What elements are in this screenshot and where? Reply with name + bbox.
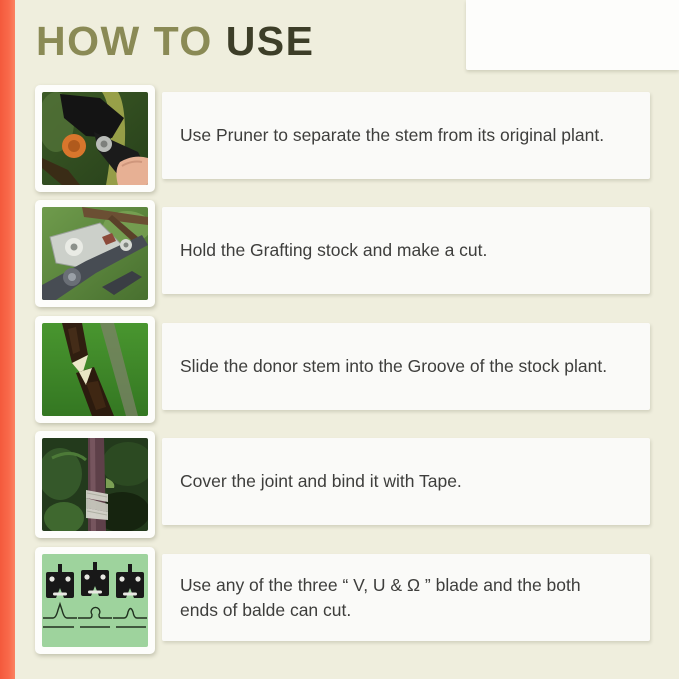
three-blade-types-illustration bbox=[42, 554, 148, 647]
step-2-photo-frame bbox=[35, 200, 155, 307]
step-5-text: Use any of the three “ V, U & Ω ” blade and the both ends of balde can cut. bbox=[180, 575, 581, 620]
step-2-text: Hold the Grafting stock and make a cut. bbox=[180, 240, 488, 261]
step-4-photo-frame bbox=[35, 431, 155, 538]
step-4-text: Cover the joint and bind it with Tape. bbox=[180, 471, 462, 492]
step-3-text: Slide the donor stem into the Groove of the stock plant. bbox=[180, 356, 608, 377]
joint-bound-with-tape-photo bbox=[42, 438, 148, 531]
step-5-card bbox=[162, 554, 650, 641]
step-1-photo-frame bbox=[35, 85, 155, 192]
step-2-card bbox=[162, 207, 650, 294]
step-row-3 bbox=[0, 316, 679, 423]
step-1-text: Use Pruner to separate the stem from its original plant. bbox=[180, 125, 605, 146]
step-3-card bbox=[162, 323, 650, 410]
grafting-stock-cut-photo bbox=[42, 207, 148, 300]
step-row-2 bbox=[0, 200, 679, 307]
step-1-card bbox=[162, 92, 650, 179]
step-row-5 bbox=[0, 547, 679, 654]
step-4-card bbox=[162, 438, 650, 525]
page-title-rest: USE bbox=[225, 18, 315, 64]
page-title-highlight: HOW TO bbox=[36, 18, 213, 64]
pruner-separating-stem-photo bbox=[42, 92, 148, 185]
top-right-white-panel bbox=[466, 0, 679, 70]
step-row-4 bbox=[0, 431, 679, 538]
donor-stem-groove-photo bbox=[42, 323, 148, 416]
step-5-photo-frame bbox=[35, 547, 155, 654]
step-row-1 bbox=[0, 85, 679, 192]
step-3-photo-frame bbox=[35, 316, 155, 423]
page-title bbox=[36, 18, 315, 65]
